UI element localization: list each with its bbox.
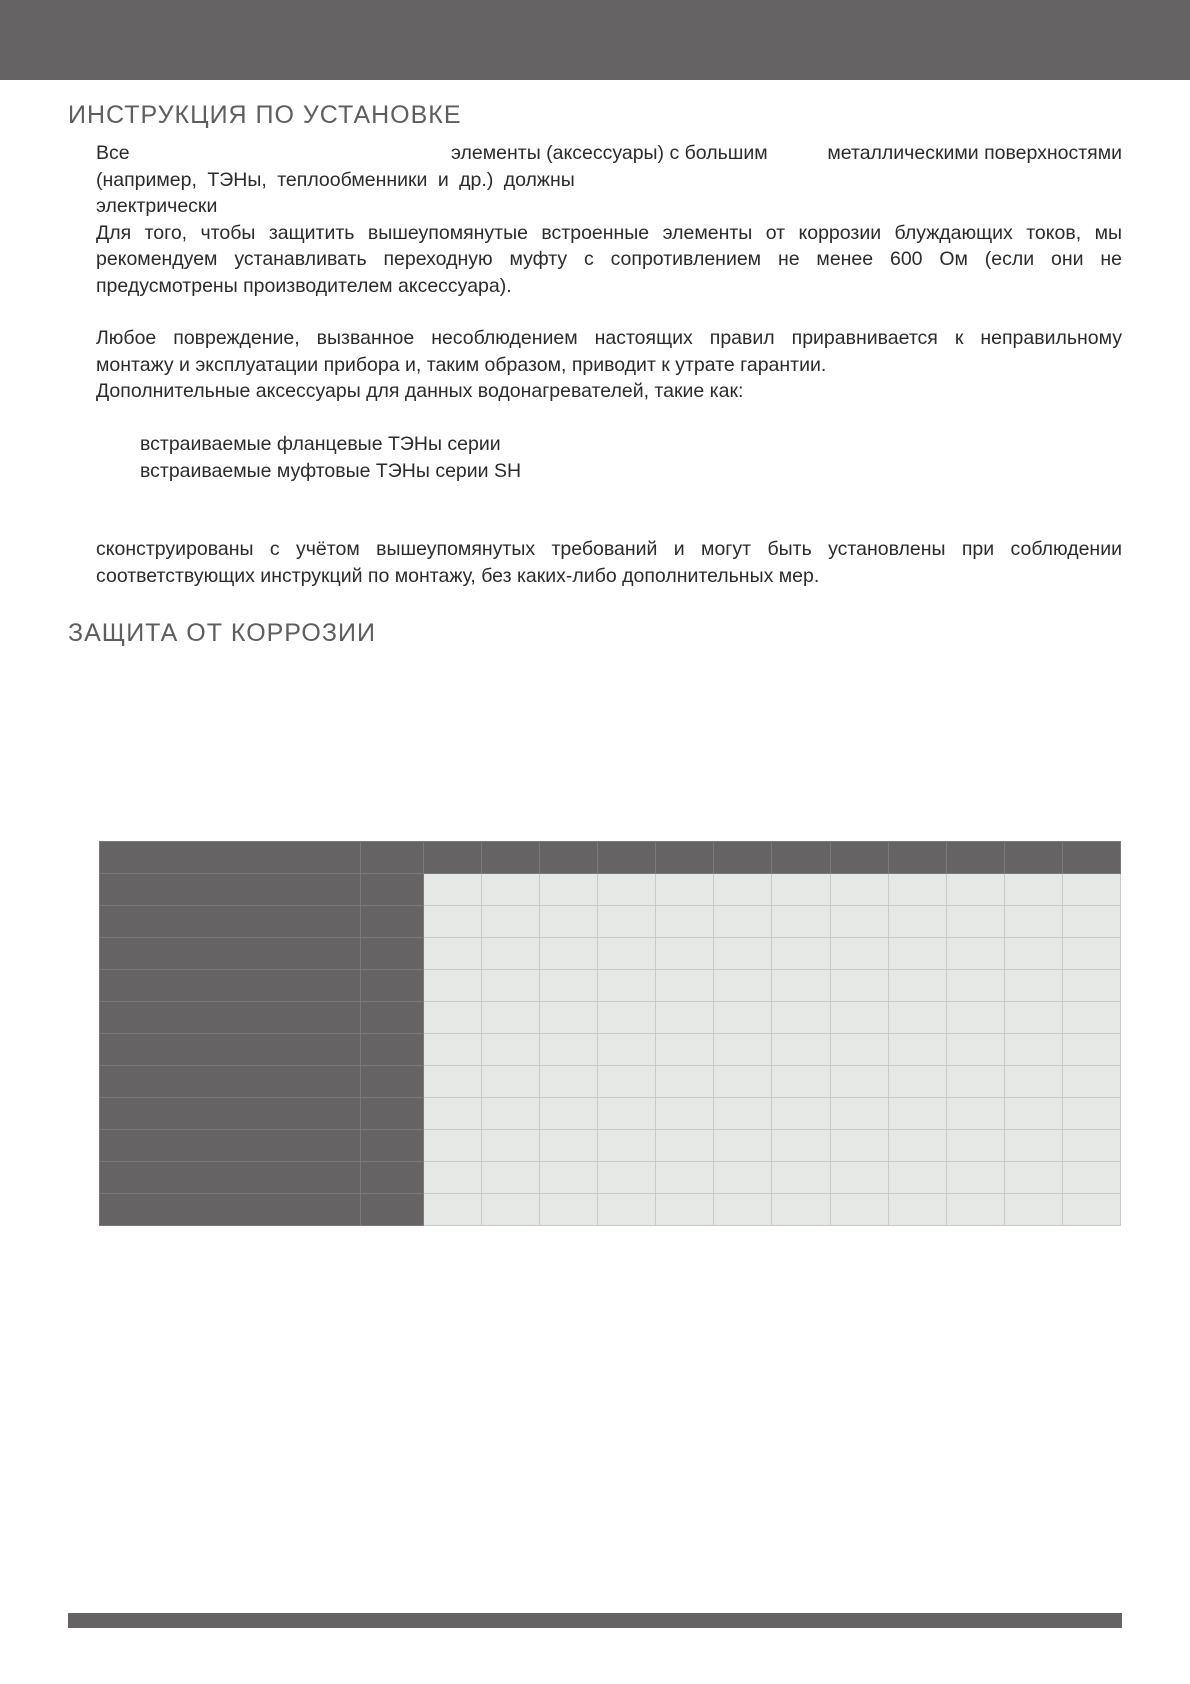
table-cell [1004, 906, 1062, 938]
table-row [100, 1130, 1121, 1162]
table-cell [424, 970, 482, 1002]
table-cell [424, 906, 482, 938]
table-cell [1004, 874, 1062, 906]
paragraph-line: Для того, чтобы защитить вышеупомянутые встроенные элементы от коррозии блуждающих токов, мы [96, 221, 1122, 244]
table-cell [772, 1162, 830, 1194]
text-fragment: элементы (аксессуары) с большим [451, 142, 768, 164]
table-cell [424, 874, 482, 906]
table-cell [946, 938, 1004, 970]
table-cell [482, 970, 540, 1002]
table-cell [540, 1130, 598, 1162]
table-cell [772, 938, 830, 970]
table-cell [598, 1034, 656, 1066]
table-cell [598, 970, 656, 1002]
table-cell [482, 1066, 540, 1098]
table-cell [540, 1034, 598, 1066]
table-cell [656, 1194, 714, 1226]
table-cell [772, 1194, 830, 1226]
table-cell [772, 1130, 830, 1162]
table-header-cell [100, 842, 361, 874]
table-label-cell [361, 1194, 424, 1226]
table-cell [888, 1066, 946, 1098]
table-cell [540, 1162, 598, 1194]
table-cell [946, 1162, 1004, 1194]
table-cell [598, 1002, 656, 1034]
table-header-cell [1004, 842, 1062, 874]
table-cell [656, 1162, 714, 1194]
text-fragment: Все [96, 142, 130, 164]
table-cell [830, 1066, 888, 1098]
table-cell [656, 874, 714, 906]
table-cell [656, 1002, 714, 1034]
table-cell [714, 1066, 772, 1098]
table-cell [656, 1034, 714, 1066]
table-cell [1062, 970, 1120, 1002]
table-cell [656, 970, 714, 1002]
table-cell [830, 1162, 888, 1194]
table-cell [540, 874, 598, 906]
table-label-cell [361, 1002, 424, 1034]
table-cell [1062, 1066, 1120, 1098]
table-cell [1062, 874, 1120, 906]
table-cell [1062, 1194, 1120, 1226]
table-cell [598, 1098, 656, 1130]
table-cell [1004, 1034, 1062, 1066]
table-cell [1062, 1034, 1120, 1066]
table-cell [946, 1098, 1004, 1130]
table-cell [1004, 1194, 1062, 1226]
table-cell [656, 1130, 714, 1162]
table-label-cell [100, 1002, 361, 1034]
table-cell [1004, 1162, 1062, 1194]
table-cell [1004, 1098, 1062, 1130]
table-cell [482, 1162, 540, 1194]
table-cell [888, 1130, 946, 1162]
table-cell [1062, 1162, 1120, 1194]
table-label-cell [100, 938, 361, 970]
table-header-cell [888, 842, 946, 874]
table-label-cell [361, 938, 424, 970]
paragraph-line: (например, ТЭНы, теплообменники и др.) должны [96, 168, 575, 191]
table-cell [772, 1098, 830, 1130]
table-cell [598, 938, 656, 970]
table-cell [540, 970, 598, 1002]
table-cell [830, 1034, 888, 1066]
table-label-cell [100, 1162, 361, 1194]
table-cell [540, 1194, 598, 1226]
paragraph-line: электрически [96, 195, 218, 217]
table-cell [888, 1034, 946, 1066]
table-cell [598, 1130, 656, 1162]
table-cell [946, 1002, 1004, 1034]
table-cell [888, 874, 946, 906]
spec-table [99, 841, 1121, 1226]
table-cell [1004, 1066, 1062, 1098]
table-label-cell [361, 1162, 424, 1194]
table-cell [540, 906, 598, 938]
table-label-cell [100, 1066, 361, 1098]
table-cell [714, 874, 772, 906]
table-cell [714, 1130, 772, 1162]
paragraph-line: рекомендуем устанавливать переходную муфту с сопротивлением не менее 600 Ом (если они не [96, 248, 1122, 270]
table-cell [1004, 1002, 1062, 1034]
table-cell [946, 906, 1004, 938]
table-label-cell [100, 1098, 361, 1130]
table-cell [946, 1066, 1004, 1098]
table-cell [830, 906, 888, 938]
table-cell [714, 906, 772, 938]
table-header-cell [598, 842, 656, 874]
table-label-cell [100, 1034, 361, 1066]
table-cell [772, 970, 830, 1002]
table-header-cell [830, 842, 888, 874]
table-cell [888, 1162, 946, 1194]
table-cell [424, 1034, 482, 1066]
table-cell [888, 1194, 946, 1226]
table-label-cell [100, 874, 361, 906]
table-header-cell [482, 842, 540, 874]
table-cell [424, 1130, 482, 1162]
table-cell [656, 1098, 714, 1130]
table-cell [946, 1130, 1004, 1162]
table-cell [482, 938, 540, 970]
table-cell [714, 1162, 772, 1194]
top-bar [0, 0, 1190, 80]
table-cell [830, 874, 888, 906]
table-cell [540, 1098, 598, 1130]
table-cell [772, 1034, 830, 1066]
list-item: встраиваемые муфтовые ТЭНы серии SH [140, 459, 522, 482]
bottom-bar [68, 1613, 1122, 1628]
table-cell [656, 938, 714, 970]
table-cell [482, 874, 540, 906]
table-cell [714, 1098, 772, 1130]
table-cell [830, 938, 888, 970]
table-label-cell [361, 1098, 424, 1130]
table-row [100, 1066, 1121, 1098]
table-label-cell [361, 906, 424, 938]
table-cell [482, 1002, 540, 1034]
paragraph-line: Любое повреждение, вызванное несоблюдением настоящих правил приравнивается к неправильному [96, 327, 1122, 349]
table-row [100, 1098, 1121, 1130]
table-cell [424, 1066, 482, 1098]
table-cell [714, 970, 772, 1002]
table-cell [1062, 938, 1120, 970]
table-cell [714, 1034, 772, 1066]
table-cell [424, 1098, 482, 1130]
table-row [100, 1162, 1121, 1194]
table-header-cell [946, 842, 1004, 874]
table-cell [540, 1002, 598, 1034]
table-cell [598, 1066, 656, 1098]
text-fragment: металлическими поверхностями [827, 142, 1122, 164]
table-cell [772, 1002, 830, 1034]
table-row [100, 970, 1121, 1002]
table-cell [830, 970, 888, 1002]
table-cell [1004, 938, 1062, 970]
table-header-cell [540, 842, 598, 874]
table-cell [482, 1130, 540, 1162]
table-cell [482, 1194, 540, 1226]
table-label-cell [100, 1194, 361, 1226]
table-cell [946, 874, 1004, 906]
table-cell [830, 1002, 888, 1034]
table-label-cell [100, 1130, 361, 1162]
section-title-corrosion: ЗАЩИТА ОТ КОРРОЗИИ [68, 619, 376, 647]
table-cell [424, 1002, 482, 1034]
table-row [100, 1194, 1121, 1226]
table-cell [888, 938, 946, 970]
table-cell [656, 1066, 714, 1098]
table-label-cell [361, 1034, 424, 1066]
table-cell [888, 970, 946, 1002]
table-cell [946, 1034, 1004, 1066]
table-header-cell [714, 842, 772, 874]
table-header-row [100, 842, 1121, 874]
table-row [100, 1034, 1121, 1066]
table-cell [598, 1162, 656, 1194]
table-cell [1062, 906, 1120, 938]
table-cell [772, 906, 830, 938]
table-label-cell [361, 1066, 424, 1098]
table-cell [1004, 970, 1062, 1002]
paragraph-line: предусмотрены производителем аксессуара). [96, 274, 512, 297]
table-cell [714, 1194, 772, 1226]
paragraph-line [96, 140, 1122, 167]
table-label-cell [361, 1130, 424, 1162]
paragraph-line: монтажу и эксплуатации прибора и, таким образом, приводит к утрате гарантии. [96, 353, 827, 376]
paragraph-installation [96, 140, 1122, 299]
table-cell [482, 1098, 540, 1130]
table-row [100, 874, 1121, 906]
paragraph-line: сконструированы с учётом вышеупомянутых требований и могут быть установлены при соблюдении [96, 538, 1122, 560]
table-cell [946, 970, 1004, 1002]
table-cell [888, 906, 946, 938]
table-label-cell [100, 906, 361, 938]
table-cell [714, 1002, 772, 1034]
list-item: встраиваемые фланцевые ТЭНы серии [140, 433, 501, 455]
table-cell [714, 938, 772, 970]
table-cell [1062, 1098, 1120, 1130]
table-cell [482, 906, 540, 938]
table-label-cell [100, 970, 361, 1002]
table-cell [598, 874, 656, 906]
table-cell [540, 1066, 598, 1098]
table-cell [424, 938, 482, 970]
table-cell [598, 906, 656, 938]
table-cell [1004, 1130, 1062, 1162]
table-cell [946, 1194, 1004, 1226]
table-cell [1062, 1002, 1120, 1034]
paragraph-line: соответствующих инструкций по монтажу, без каких-либо дополнительных мер. [96, 564, 820, 587]
table-header-cell [772, 842, 830, 874]
table-cell [1062, 1130, 1120, 1162]
accessory-list [140, 431, 521, 484]
table-header-cell [361, 842, 424, 874]
table-cell [830, 1194, 888, 1226]
table-row [100, 938, 1121, 970]
paragraph-line: Дополнительные аксессуары для данных водонагревателей, такие как: [96, 380, 744, 402]
table-cell [888, 1002, 946, 1034]
table-row [100, 906, 1121, 938]
table-label-cell [361, 874, 424, 906]
table-cell [424, 1162, 482, 1194]
table-cell [772, 1066, 830, 1098]
section-title-installation: ИНСТРУКЦИЯ ПО УСТАНОВКЕ [68, 101, 462, 129]
table-header-cell [656, 842, 714, 874]
table-cell [656, 906, 714, 938]
table-cell [598, 1194, 656, 1226]
table-cell [540, 938, 598, 970]
paragraph-conclusion [96, 536, 1122, 589]
table-cell [888, 1098, 946, 1130]
table-header-cell [424, 842, 482, 874]
table-cell [830, 1098, 888, 1130]
table-cell [830, 1130, 888, 1162]
table-cell [772, 874, 830, 906]
table-header-cell [1062, 842, 1120, 874]
table-row [100, 1002, 1121, 1034]
table-cell [482, 1034, 540, 1066]
table-cell [424, 1194, 482, 1226]
table-label-cell [361, 970, 424, 1002]
paragraph-warranty [96, 325, 1122, 405]
